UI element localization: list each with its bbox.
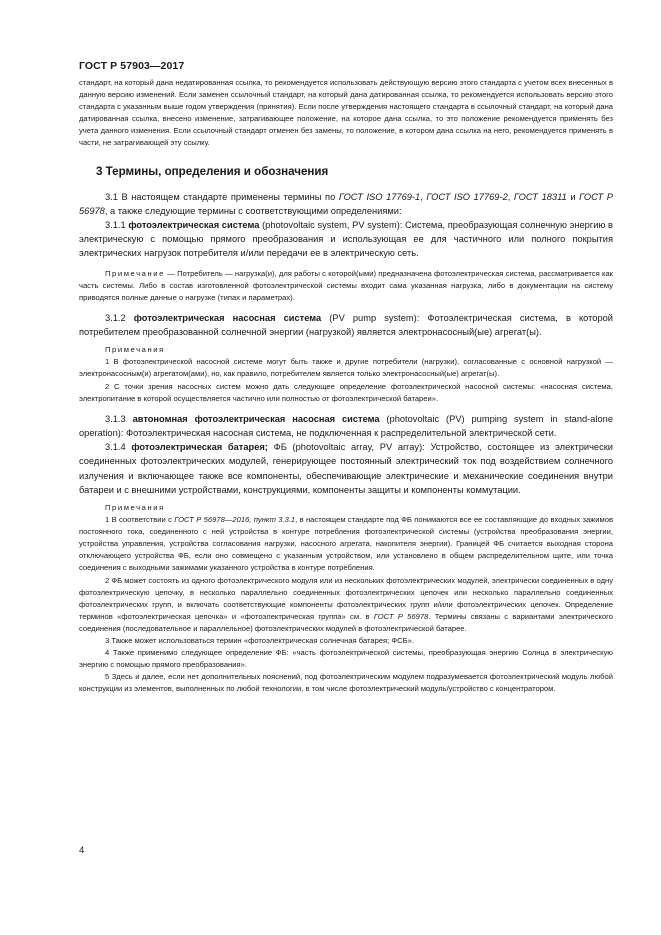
note-3-1-2-2: 2 С точки зрения насосных систем можно дать следующее определение фотоэлектрической насосной системы: «насосная система, электропитание в которой осуществляется частично или полностью от фотоэлектрической батареи». [79, 381, 613, 403]
clause-3-1: 3.1 В настоящем стандарте применены термины по ГОСТ ISO 17769-1, ГОСТ ISO 17769-2, ГОСТ 18311 и ГОСТ Р 56978, а также следующие термины с соответствующими определениями: [79, 191, 613, 216]
note-3-1-4-1: 1 В соответствии с ГОСТ Р 56978—2016, пункт 3.3.1, в настоящем стандарте под ФБ понимаются все ее составляющие до входных зажимов постоянного тока, соединенного с ней устройства в контуре потребления фотоэлектрической системы (устройства преобразования энергии, устройства управления, устройства согласования нагрузки, насосного агрегата, накопителя энергии). Границей ФБ считается выходная сторона отключающего устройства ФБ, если оно совмещено с указанным устройством, или установлено в общем распределительном щите, или точка соединения с выходными зажимами указанного устройства в контуре потребления. [79, 515, 613, 573]
note-3-1-4-4: 4 Также применимо следующее определение ФБ: «часть фотоэлектрической системы, преобразующая энергию Солнца в электрическую энергию с помощью прямого преобразования». [79, 648, 613, 670]
notes-3-1-2-label: Примечания [105, 345, 165, 355]
ref-gost-r-56978-2016: ГОСТ Р 56978—2016, пункт 3.3.1 [174, 515, 296, 525]
term-pv-array: фотоэлектрическая батарея; [131, 442, 268, 453]
term-3-1-4: 3.1.4 фотоэлектрическая батарея; ФБ (photovoltaic array, PV array): Устройство, состоящее из электрически соединенных фотоэлектрических модулей, генерирующее постоянный электрический ток под воздействием солнечного излучения и включающее также все компоненты, обеспечивающие электрические и механические соединения внутри батареи и с внешними устройствами, конструкциями, компоненты защиты и компоненты коммутации. [79, 442, 613, 495]
term-3-1-2: 3.1.2 фотоэлектрическая насосная система (PV pump system): Фотоэлектрическая система, в которой потребителем преобразованной солнечной энергии (нагрузкой) является электронасосный(ые) агрегат(ы). [79, 312, 613, 338]
notes-3-1-4-label: Примечания [105, 502, 165, 512]
ref-gost-r-56978: ГОСТ Р 56978 [79, 191, 613, 216]
intro-paragraph: стандарт, на который дана недатированная ссылка, то рекомендуется использовать действующую версию этого стандарта с учетом всех внесенных в данную версию изменений. Если заменен ссылочный стандарт, на который дана датированная ссылка, то рекомендуется использовать версию этого стандарта с указанным выше годом утверждения (принятия). Если после утверждения настоящего стандарта в ссылочный стандарт, на который дана датированная ссылка, внесено изменение, затрагивающее положение, на которое дана ссылка, то это положение рекомендуется применять без учета данного изменения. Если ссылочный стандарт отменен без замены, то положение, в котором дана ссылка на него, рекомендуется применять в части, не затрагивающей эту ссылку. [79, 78, 613, 148]
term-pv-pump-system: фотоэлектрическая насосная система [133, 312, 322, 323]
section-title: 3 Термины, определения и обозначения [96, 164, 329, 178]
note-3-1-4-3: 3 Также может использоваться термин «фотоэлектрическая солнечная батарея; ФСБ». [105, 635, 414, 645]
ref-gost-r-56978-b: ГОСТ Р 56978 [373, 611, 429, 621]
ref-gost-iso-17769-1: ГОСТ ISO 17769-1 [338, 191, 421, 202]
page-number: 4 [79, 845, 85, 856]
note-3-1-2-1: 1 В фотоэлектрической насосной системе могут быть также и другие потребители (нагрузки), согласованные с основной нагрузкой — электронасосным(и) агрегатом(ами), но, как правило, потребителем является только электронасосный(ые) агрегат(ы). [79, 357, 613, 379]
term-3-1-3: 3.1.3 автономная фотоэлектрическая насосная система (photovoltaic (PV) pumping system in stand-alone operation): Фотоэлектрическая насосная система, не подключенная к распределительной электрической сети. [79, 413, 614, 438]
note-3-1-4-5: 5 Здесь и далее, если нет дополнительных пояснений, под фотоэлектрическим модулем подразумевается фотоэлектрический модуль любой конструкции из элементов, выполненных по любой технологии, в том числе фотоэлектрический модуль/устройство с концентратором. [79, 672, 613, 694]
document-body [79, 77, 613, 695]
term-pv-system: фотоэлектрическая система [128, 219, 260, 230]
standard-header: ГОСТ Р 57903—2017 [79, 60, 185, 72]
term-standalone-pump-system: автономная фотоэлектрическая насосная система [132, 413, 380, 424]
note-3-1-1: Примечание — Потребитель — нагрузка(и), для работы с которой(ыми) предназначена фотоэлектрическая система, рассматривается как часть системы. Либо в состав изготовленной фотоэлектрической системы входит сама указанная нагрузка, либо в документации на систему приводятся полные данные о нагрузке (типах и параметрах). [79, 268, 613, 302]
ref-gost-18311: ГОСТ 18311 [513, 191, 567, 202]
note-3-1-4-2: 2 ФБ может состоять из одного фотоэлектрического модуля или из нескольких фотоэлектрических модулей, электрически соединенных в одну фотоэлектрическую цепочку, в несколько параллельно соединенных фотоэлектрических цепочек или несколько параллельно соединенных фотоэлектрических групп, и включать соответствующие компоненты фотоэлектрических групп и/или фотоэлектрических цепочек. Определение терминов «фотоэлектрическая цепочка» и «фотоэлектрическая группа» см. в ГОСТ Р 56978. Термины связаны с вариантами электрического соединения (последовательное и параллельное) фотоэлектрических модулей в фотоэлектрической батарее. [79, 575, 613, 633]
ref-gost-iso-17769-2: ГОСТ ISO 17769-2 [426, 191, 508, 202]
term-3-1-1: 3.1.1 фотоэлектрическая система (photovoltaic system, PV system): Система, преобразующая солнечную энергию в электрическую с помощью прямого преобразования и использующая ее для частичного или полного покрытия электрических нагрузок потребителя и/или передачи ее в электрическую сеть. [79, 219, 613, 259]
